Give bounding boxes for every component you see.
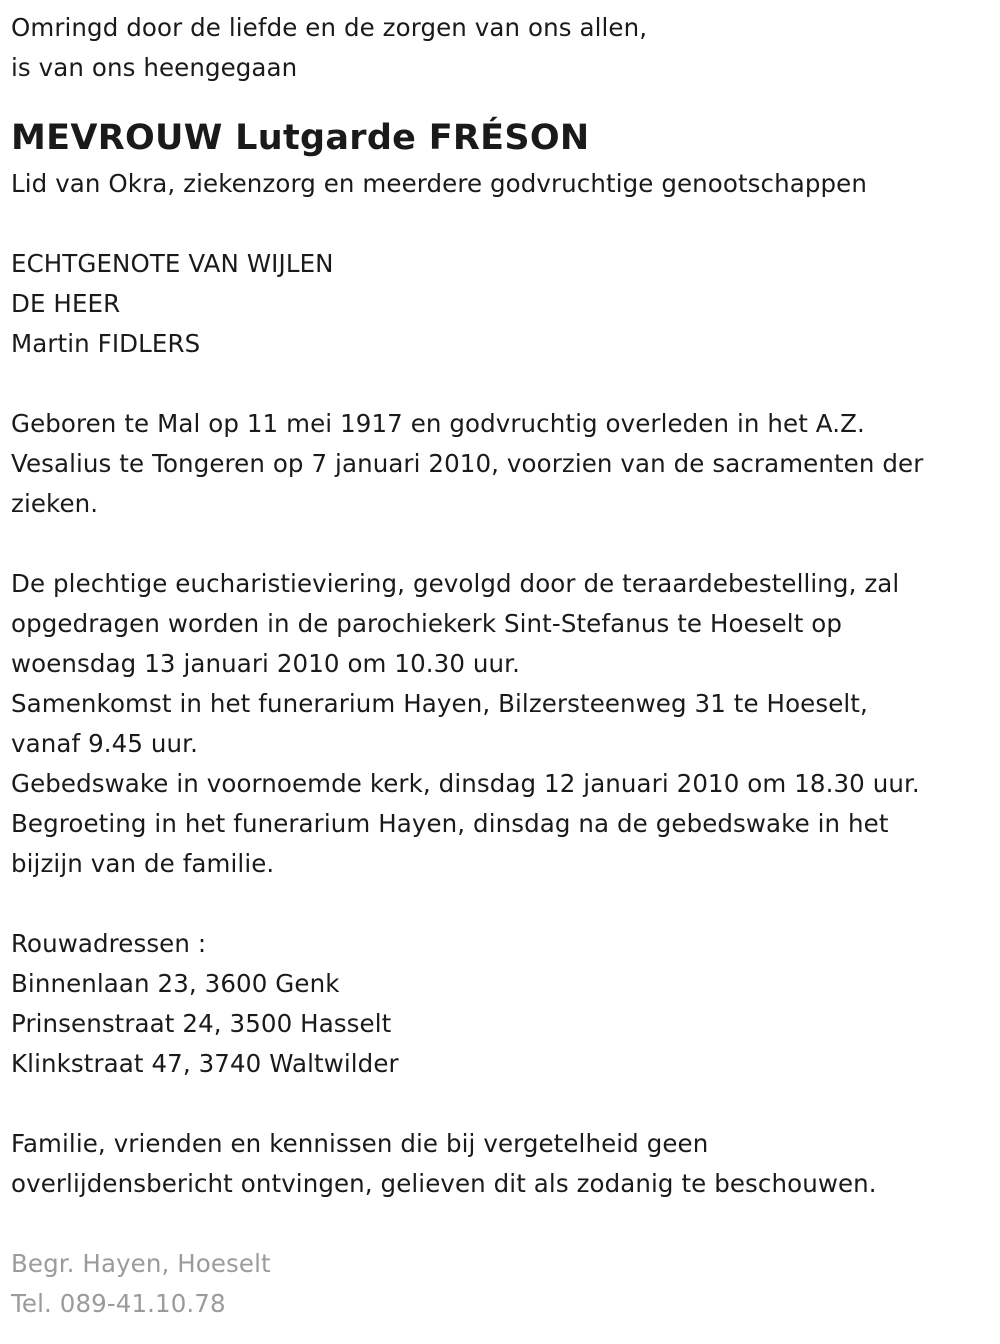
addresses-section (11, 924, 1000, 1084)
spouse-line: Martin FIDLERS (11, 329, 201, 358)
address-item: Binnenlaan 23, 3600 Genk (11, 969, 340, 998)
address-item: Klinkstraat 47, 3740 Waltwilder (11, 1049, 399, 1078)
birth-death-section (11, 404, 1000, 524)
spouse-line: ECHTGENOTE VAN WIJLEN (11, 249, 334, 278)
ceremony-line: woensdag 13 januari 2010 om 10.30 uur. (11, 649, 520, 678)
notice-section (11, 1124, 1000, 1204)
deceased-name: MEVROUW Lutgarde FRÉSON (11, 118, 590, 158)
ceremony-line: De plechtige eucharistieviering, gevolgd door de teraardebestelling, zal (11, 569, 900, 598)
birth-death-line: Vesalius te Tongeren op 7 januari 2010, voorzien van de sacramenten der (11, 449, 924, 478)
intro-line: is van ons heengegaan (11, 53, 298, 82)
funeral-home-phone: Tel. 089-41.10.78 (11, 1289, 226, 1318)
intro-line: Omringd door de liefde en de zorgen van ons allen, (11, 13, 648, 42)
birth-death-line: Geboren te Mal op 11 mei 1917 en godvruchtig overleden in het A.Z. (11, 409, 865, 438)
notice-line: overlijdensbericht ontvingen, gelieven dit als zodanig te beschouwen. (11, 1169, 877, 1198)
funeral-home-section (11, 1244, 1000, 1324)
funeral-home-name: Begr. Hayen, Hoeselt (11, 1249, 271, 1278)
ceremony-line: opgedragen worden in de parochiekerk Sint-Stefanus te Hoeselt op (11, 609, 843, 638)
addresses-label: Rouwadressen : (11, 929, 207, 958)
intro-section (11, 8, 1000, 88)
birth-death-line: zieken. (11, 489, 99, 518)
ceremony-line: Samenkomst in het funerarium Hayen, Bilzersteenweg 31 te Hoeselt, (11, 689, 868, 718)
notice-line: Familie, vrienden en kennissen die bij vergetelheid geen (11, 1129, 709, 1158)
ceremony-line: vanaf 9.45 uur. (11, 729, 198, 758)
spouse-line: DE HEER (11, 289, 121, 318)
ceremony-section (11, 564, 1000, 884)
ceremony-line: bijzijn van de familie. (11, 849, 275, 878)
address-item: Prinsenstraat 24, 3500 Hasselt (11, 1009, 392, 1038)
ceremony-line: Begroeting in het funerarium Hayen, dinsdag na de gebedswake in het (11, 809, 889, 838)
spouse-section (11, 244, 1000, 364)
ceremony-line: Gebedswake in voornoemde kerk, dinsdag 12 januari 2010 om 18.30 uur. (11, 769, 920, 798)
membership-line: Lid van Okra, ziekenzorg en meerdere godvruchtige genootschappen (11, 169, 867, 198)
